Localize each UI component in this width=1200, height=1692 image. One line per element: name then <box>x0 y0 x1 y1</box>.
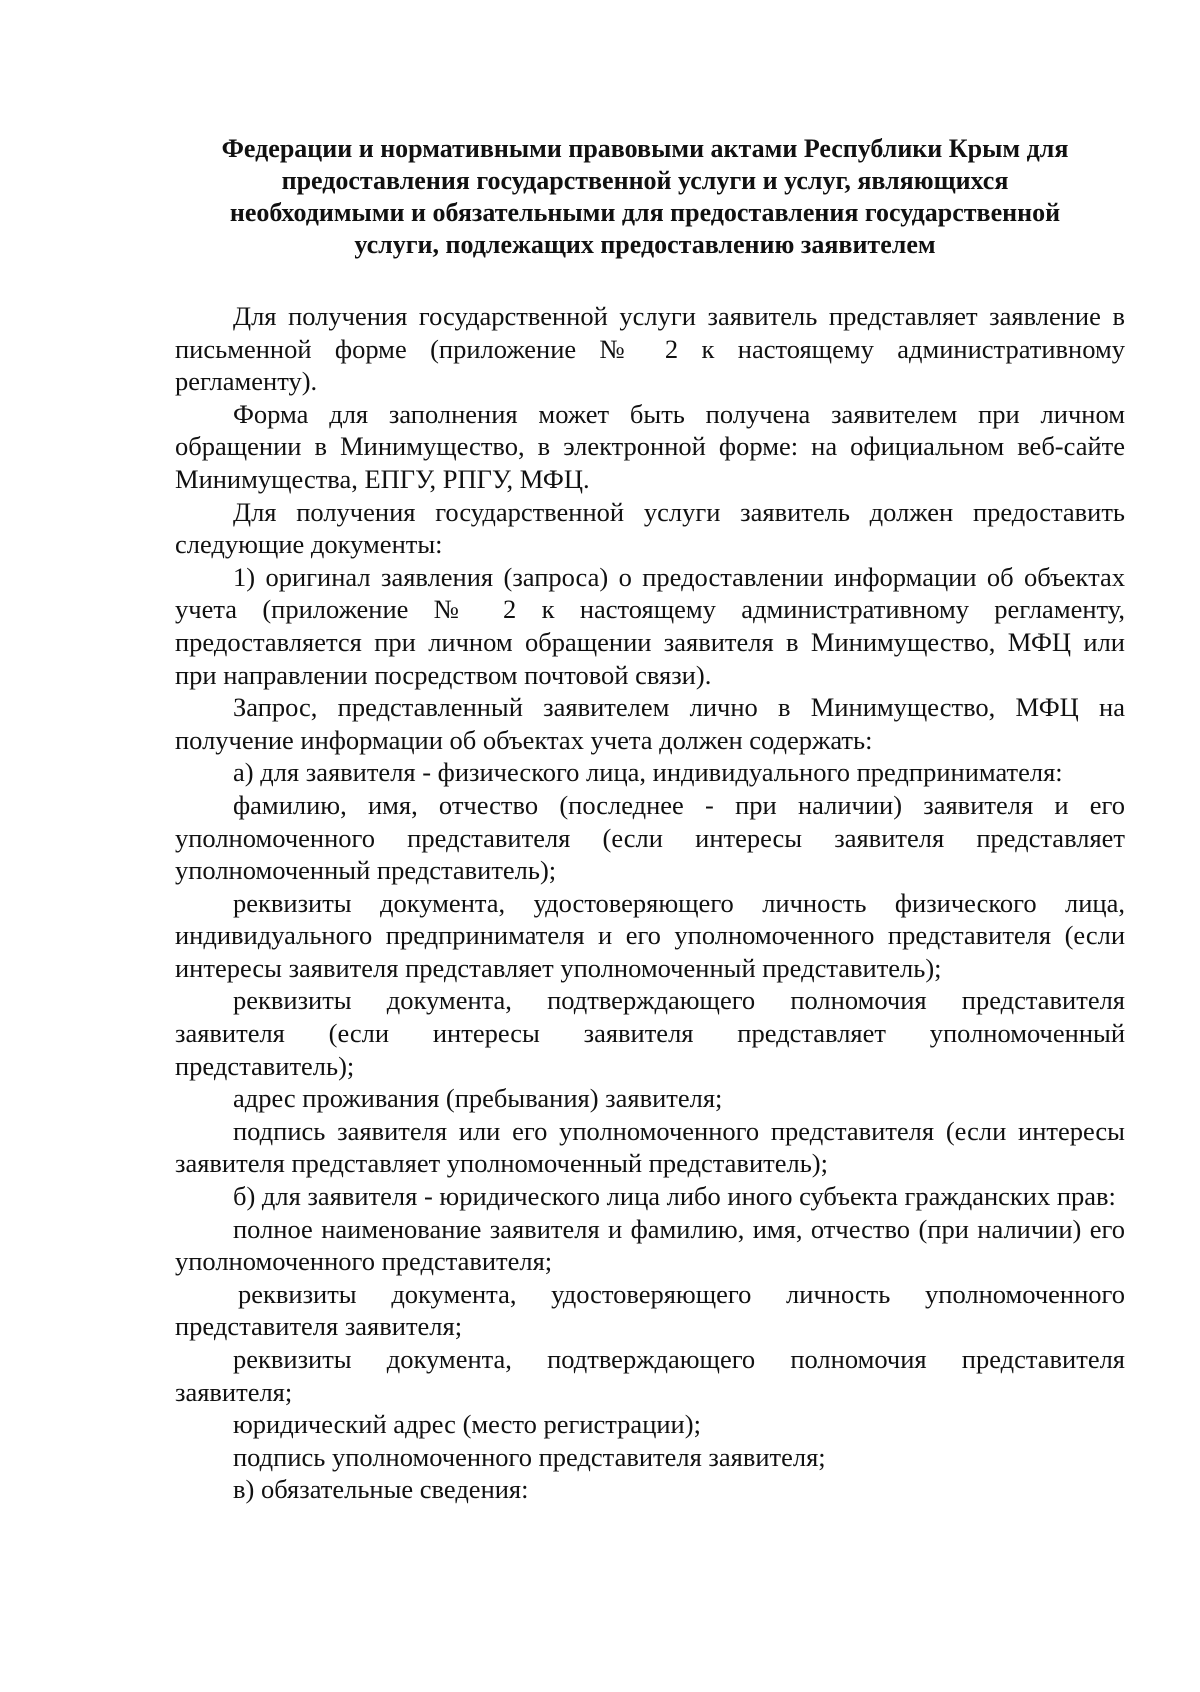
document-body <box>175 300 1125 1506</box>
paragraph-individual-applicant: а) для заявителя - физического лица, индивидуального предпринимателя: <box>233 757 1063 788</box>
heading-line: предоставления государственной услуги и услуг, являющихся <box>281 166 1009 195</box>
paragraph-identity-document: реквизиты документа, удостоверяющего личность физического лица, индивидуального предпринимателя и его уполномоченного представителя (если интересы заявителя представляет уполномоченный представитель); <box>175 887 1125 983</box>
paragraph-mandatory-information: в) обязательные сведения: <box>233 1474 529 1505</box>
paragraph-residence-address: адрес проживания (пребывания) заявителя; <box>233 1083 723 1114</box>
paragraph-required-documents-intro: Для получения государственной услуги заявитель должен предоставить следующие документы: <box>175 496 1125 560</box>
heading-line: Федерации и нормативными правовыми актами Республики Крым для <box>221 134 1069 163</box>
paragraph-signature: подпись заявителя или его уполномоченного представителя (если интересы заявителя представляет уполномоченный представитель); <box>175 1115 1125 1179</box>
heading-line: услуги, подлежащих предоставлению заявителем <box>354 230 936 259</box>
paragraph-legal-address: юридический адрес (место регистрации); <box>233 1409 701 1440</box>
paragraph-representative-signature: подпись уполномоченного представителя заявителя; <box>233 1441 826 1472</box>
paragraph-representative-authority: реквизиты документа, подтверждающего полномочия представителя заявителя; <box>175 1344 1125 1407</box>
paragraph-full-name: фамилию, имя, отчество (последнее - при наличии) заявителя и его уполномоченного представителя (если интересы заявителя представляет уполномоченный представитель); <box>175 789 1125 886</box>
paragraph-request-contents: Запрос, представленный заявителем лично в Минимущество, МФЦ на получение информации об объектах учета должен содержать: <box>175 692 1125 755</box>
paragraph-full-entity-name: полное наименование заявителя и фамилию, имя, отчество (при наличии) его уполномоченного представителя; <box>175 1213 1125 1277</box>
paragraph-form-availability: Форма для заполнения может быть получена заявителем при личном обращении в Минимущество, в электронной форме: на официальном веб-сайте Минимущества, ЕПГУ, РПГУ, МФЦ. <box>175 398 1125 494</box>
paragraph-application-submission: Для получения государственной услуги заявитель представляет заявление в письменной форме (приложение № 2 к настоящему административному регламенту). <box>175 301 1125 397</box>
heading-line: необходимыми и обязательными для предоставления государственной <box>229 198 1061 227</box>
paragraph-authority-document: реквизиты документа, подтверждающего полномочия представителя заявителя (если интересы заявителя представляет уполномоченный представитель); <box>175 985 1125 1081</box>
section-heading <box>160 133 1130 261</box>
paragraph-representative-identity: реквизиты документа, удостоверяющего личность уполномоченного представителя заявителя; <box>175 1278 1125 1342</box>
paragraph-original-application: 1) оригинал заявления (запроса) о предоставлении информации об объектах учета (приложение № 2 к настоящему административному регламенту, предоставляется при личном обращении заявителя в Минимущество, МФЦ или при направлении посредством почтовой связи). <box>175 561 1125 690</box>
paragraph-legal-entity-applicant: б) для заявителя - юридического лица либо иного субъекта гражданских прав: <box>233 1181 1116 1212</box>
